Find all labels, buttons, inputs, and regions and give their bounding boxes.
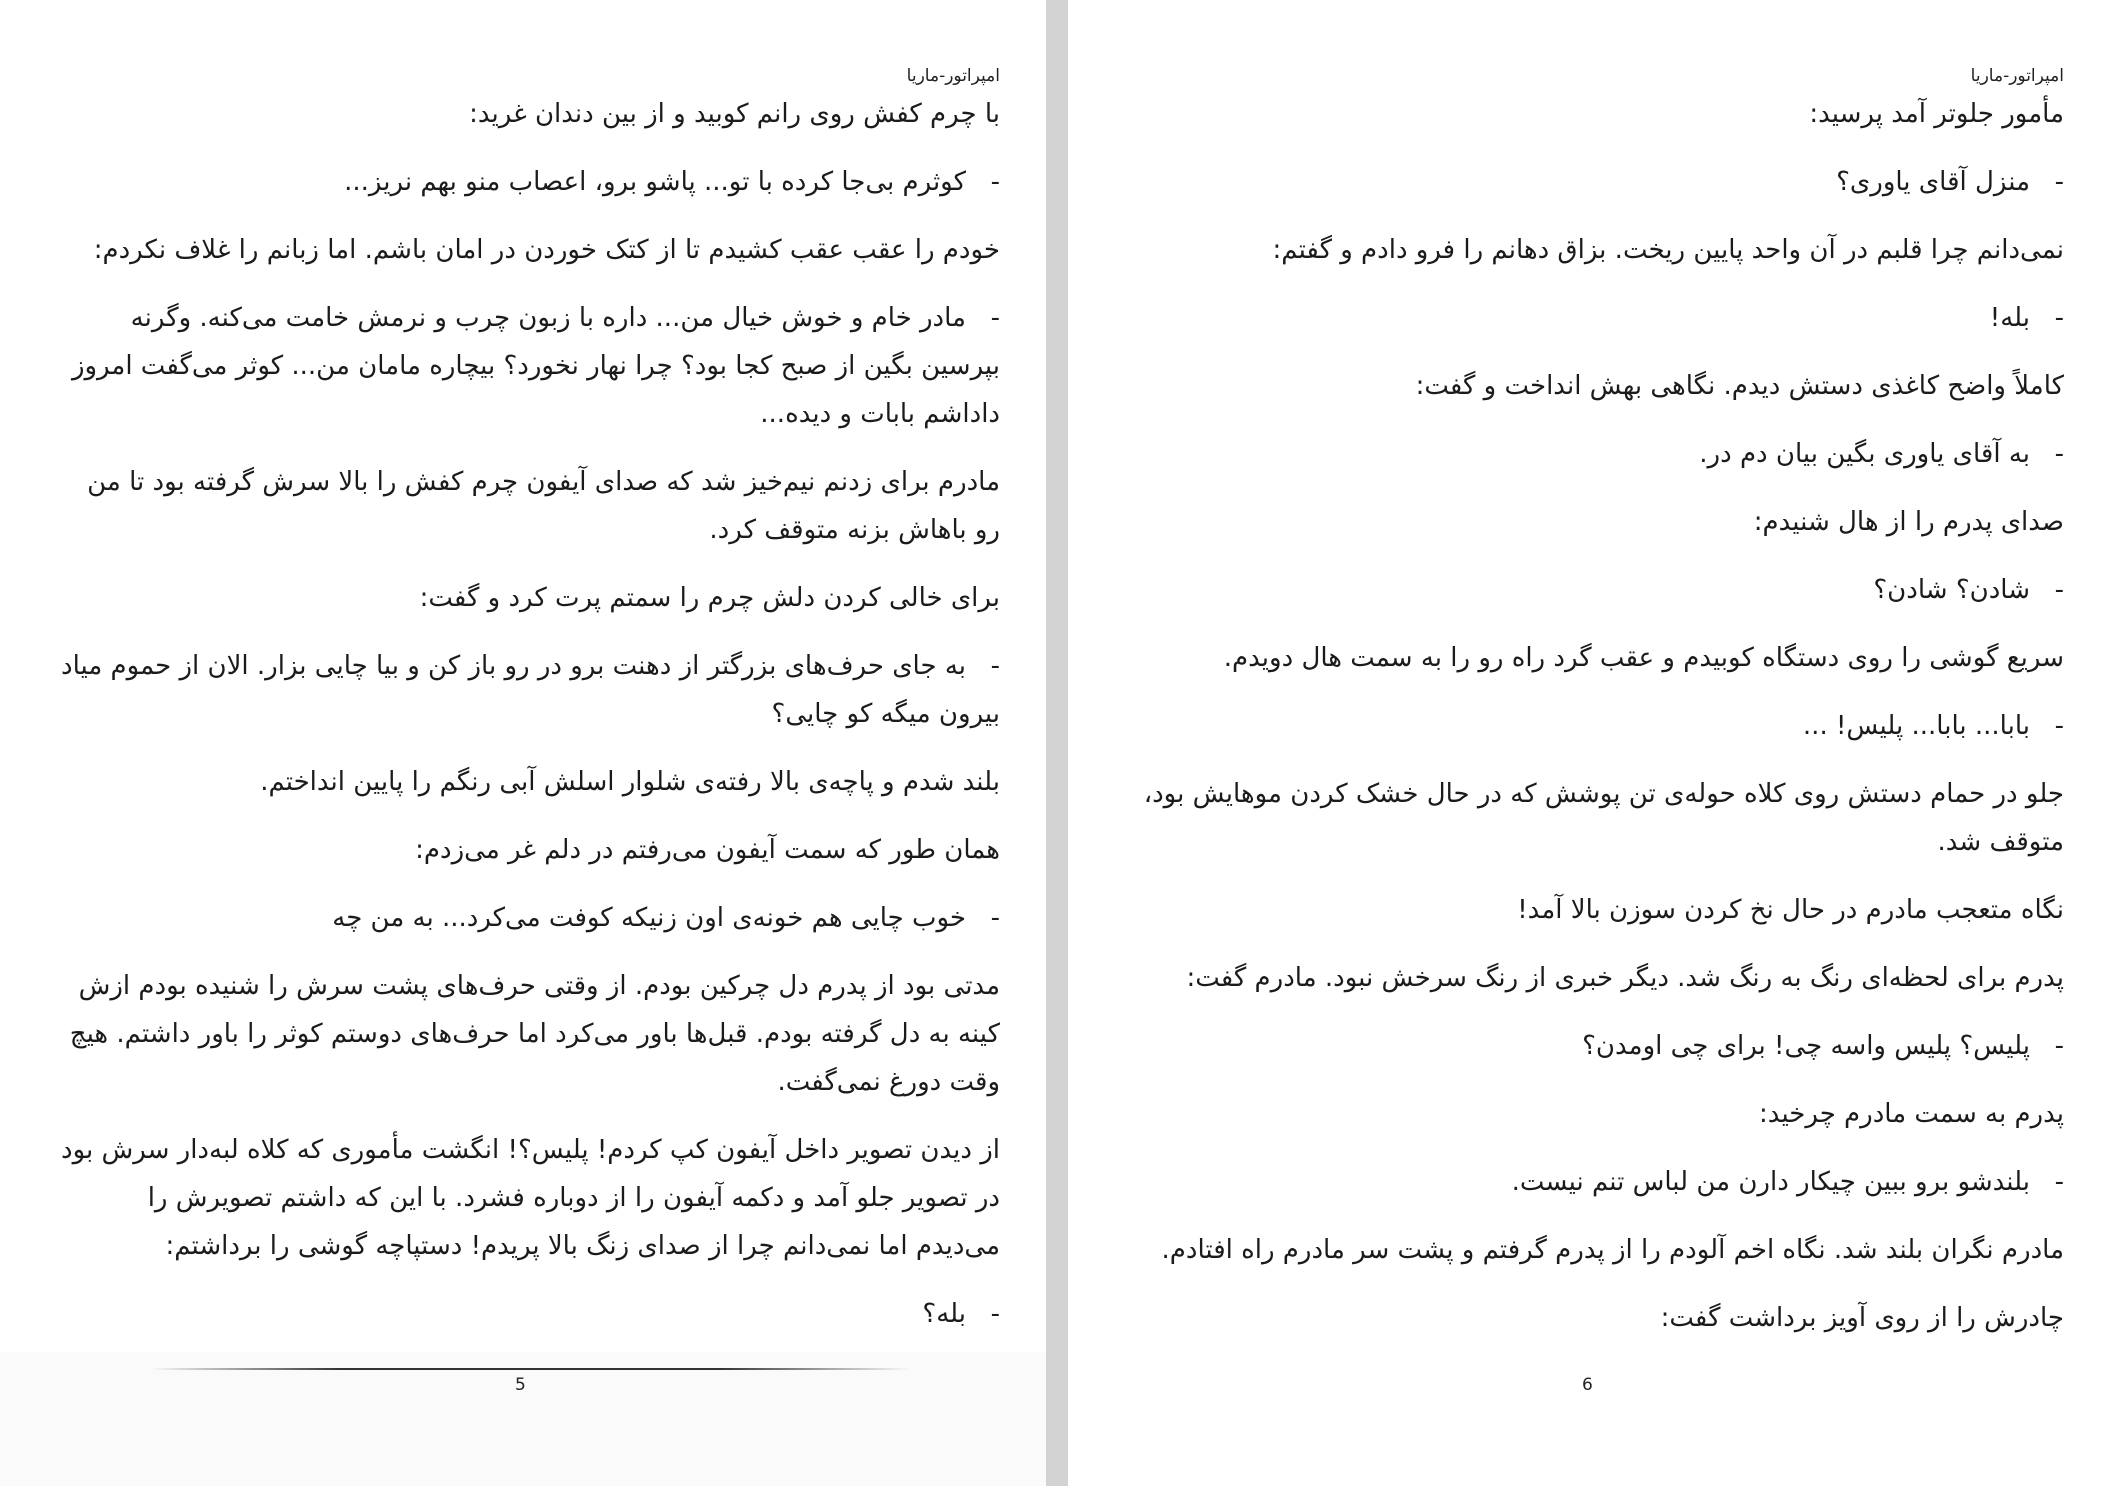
- paragraph-text: نگاه متعجب مادرم در حال نخ کردن سوزن بالا آمد!: [1517, 895, 2064, 925]
- dialogue-dash: -: [990, 1299, 1000, 1329]
- dialogue-paragraph: [1128, 566, 2064, 614]
- narrative-paragraph: [1128, 1090, 2064, 1138]
- dialogue-dash: -: [2054, 167, 2064, 197]
- narrative-paragraph: [1128, 886, 2064, 934]
- narrative-paragraph: [1128, 1226, 2064, 1274]
- narrative-paragraph: [1128, 954, 2064, 1002]
- paragraph-text: بابا... بابا... پلیس! ...: [1802, 711, 2030, 741]
- narrative-paragraph: [60, 574, 1000, 622]
- paragraph-text: کوثرم بی‌جا کرده با تو... پاشو برو، اعصاب منو بهم نریز...: [344, 167, 966, 197]
- running-header: امپراتور-ماریا: [1970, 66, 2064, 86]
- paragraph-list: [1128, 90, 2064, 1342]
- paragraph-text: همان طور که سمت آیفون می‌رفتم در دلم غر می‌زدم:: [415, 835, 1000, 865]
- dialogue-dash: -: [990, 651, 1000, 681]
- paragraph-text: بله؟: [922, 1299, 966, 1329]
- page-number: 5: [515, 1375, 526, 1395]
- page-left: [0, 0, 1046, 1486]
- paragraph-text: شادن؟ شادن؟: [1873, 575, 2030, 605]
- dialogue-dash: -: [990, 903, 1000, 933]
- dialogue-paragraph: [60, 158, 1000, 206]
- paragraph-text: بلند شدم و پاچه‌ی بالا رفته‌ی شلوار اسلش آبی رنگم را پایین انداختم.: [260, 767, 1000, 797]
- dialogue-dash: -: [2054, 575, 2064, 605]
- paragraph-text: بلندشو برو ببین چیکار دارن من لباس تنم نیست.: [1511, 1167, 2030, 1197]
- paragraph-text: مأمور جلوتر آمد پرسید:: [1809, 99, 2064, 129]
- narrative-paragraph: [1128, 498, 2064, 546]
- dialogue-dash: -: [2054, 303, 2064, 333]
- paragraph-text: منزل آقای یاوری؟: [1836, 167, 2030, 197]
- paragraph-text: سریع گوشی را روی دستگاه کوبیدم و عقب گرد راه رو را به سمت هال دویدم.: [1223, 643, 2064, 673]
- dialogue-dash: -: [990, 303, 1000, 333]
- page-right: [1068, 0, 2116, 1486]
- dialogue-paragraph: [60, 1290, 1000, 1338]
- dialogue-paragraph: [1128, 1022, 2064, 1070]
- page-text-area: [60, 0, 1000, 1486]
- dialogue-paragraph: [1128, 430, 2064, 478]
- paragraph-text: مادرم برای زدنم نیم‌خیز شد که صدای آیفون چرم کفش را بالا سرش گرفته بود تا من رو باهاش بزنه متوقف کرد.: [87, 467, 1000, 545]
- narrative-paragraph: [1128, 362, 2064, 410]
- narrative-paragraph: [1128, 1294, 2064, 1342]
- paragraph-text: مادر خام و خوش خیال من... داره با زبون چرب و نرمش خامت می‌کنه. وگرنه بپرسین بگین از صبح کجا بود؟ چرا نهار نخورد؟ بیچاره مامان من... کوثر می‌گفت امروز داداشم بابات و دیده...: [71, 303, 1000, 429]
- narrative-paragraph: [1128, 770, 2064, 866]
- page-number: 6: [1582, 1375, 1593, 1395]
- narrative-paragraph: [60, 90, 1000, 138]
- dialogue-paragraph: [1128, 1158, 2064, 1206]
- paragraph-list: [60, 90, 1000, 1338]
- paragraph-text: چادرش را از روی آویز برداشت گفت:: [1660, 1303, 2064, 1333]
- paragraph-text: به جای حرف‌های بزرگتر از دهنت برو در رو باز کن و بیا چایی بزار. الان از حموم میاد بیرون میگه کو چایی؟: [61, 651, 1000, 729]
- dialogue-paragraph: [60, 642, 1000, 738]
- dialogue-paragraph: [1128, 158, 2064, 206]
- paragraph-text: پدرم برای لحظه‌ای رنگ به رنگ شد. دیگر خبری از رنگ سرخش نبود. مادرم گفت:: [1186, 963, 2064, 993]
- paragraph-text: به آقای یاوری بگین بیان دم در.: [1699, 439, 2030, 469]
- dialogue-dash: -: [2054, 1167, 2064, 1197]
- paragraph-text: پلیس؟ پلیس واسه چی! برای چی اومدن؟: [1582, 1031, 2030, 1061]
- paragraph-text: با چرم کفش روی رانم کوبید و از بین دندان غرید:: [469, 99, 1000, 129]
- paragraph-text: خودم را عقب عقب کشیدم تا از کتک خوردن در امان باشم. اما زبانم را غلاف نکردم:: [93, 235, 1000, 265]
- narrative-paragraph: [60, 826, 1000, 874]
- dialogue-paragraph: [1128, 702, 2064, 750]
- paragraph-text: کاملاً واضح کاغذی دستش دیدم. نگاهی بهش انداخت و گفت:: [1415, 371, 2064, 401]
- paragraph-text: نمی‌دانم چرا قلبم در آن واحد پایین ریخت. بزاق دهانم را فرو دادم و گفتم:: [1272, 235, 2064, 265]
- narrative-paragraph: [60, 758, 1000, 806]
- paragraph-text: بله!: [1989, 303, 2030, 333]
- narrative-paragraph: [60, 458, 1000, 554]
- paragraph-text: مدتی بود از پدرم دل چرکین بودم. از وقتی حرف‌های پشت سرش را شنیده بودم ازش کینه به دل گرفته بودم. قبل‌ها باور می‌کرد اما حرف‌های دوستم کوثر را باور داشتم. هیچ وقت دورغ نمی‌گفت.: [69, 971, 1000, 1097]
- narrative-paragraph: [1128, 634, 2064, 682]
- paragraph-text: برای خالی کردن دلش چرم را سمتم پرت کرد و گفت:: [419, 583, 1000, 613]
- dialogue-dash: -: [990, 167, 1000, 197]
- dialogue-dash: -: [2054, 439, 2064, 469]
- running-header: امپراتور-ماریا: [906, 66, 1000, 86]
- paragraph-text: مادرم نگران بلند شد. نگاه اخم آلودم را از پدرم گرفتم و پشت سر مادرم راه افتادم.: [1161, 1235, 2064, 1265]
- paragraph-text: خوب چایی هم خونه‌ی اون زنیکه کوفت می‌کرد... به من چه: [332, 903, 966, 933]
- paragraph-text: صدای پدرم را از هال شنیدم:: [1753, 507, 2064, 537]
- narrative-paragraph: [60, 1126, 1000, 1270]
- narrative-paragraph: [1128, 226, 2064, 274]
- dialogue-paragraph: [1128, 294, 2064, 342]
- paragraph-text: از دیدن تصویر داخل آیفون کپ کردم! پلیس؟! انگشت مأموری که کلاه لبه‌دار سرش بود در تصویر جلو آمد و دکمه آیفون را از دوباره فشرد. با این که داشتم تصویرش را می‌دیدم اما نمی‌دانم چرا از صدای زنگ بالا پریدم! دستپاچه گوشی را برداشتم:: [61, 1135, 1000, 1261]
- dialogue-paragraph: [60, 894, 1000, 942]
- narrative-paragraph: [1128, 90, 2064, 138]
- dialogue-paragraph: [60, 294, 1000, 438]
- dialogue-dash: -: [2054, 1031, 2064, 1061]
- dialogue-dash: -: [2054, 711, 2064, 741]
- narrative-paragraph: [60, 962, 1000, 1106]
- page-text-area: [1128, 0, 2064, 1486]
- narrative-paragraph: [60, 226, 1000, 274]
- paragraph-text: پدرم به سمت مادرم چرخید:: [1759, 1099, 2064, 1129]
- paragraph-text: جلو در حمام دستش روی کلاه حوله‌ی تن پوشش که در حال خشک کردن موهایش بود، متوقف شد.: [1143, 779, 2064, 857]
